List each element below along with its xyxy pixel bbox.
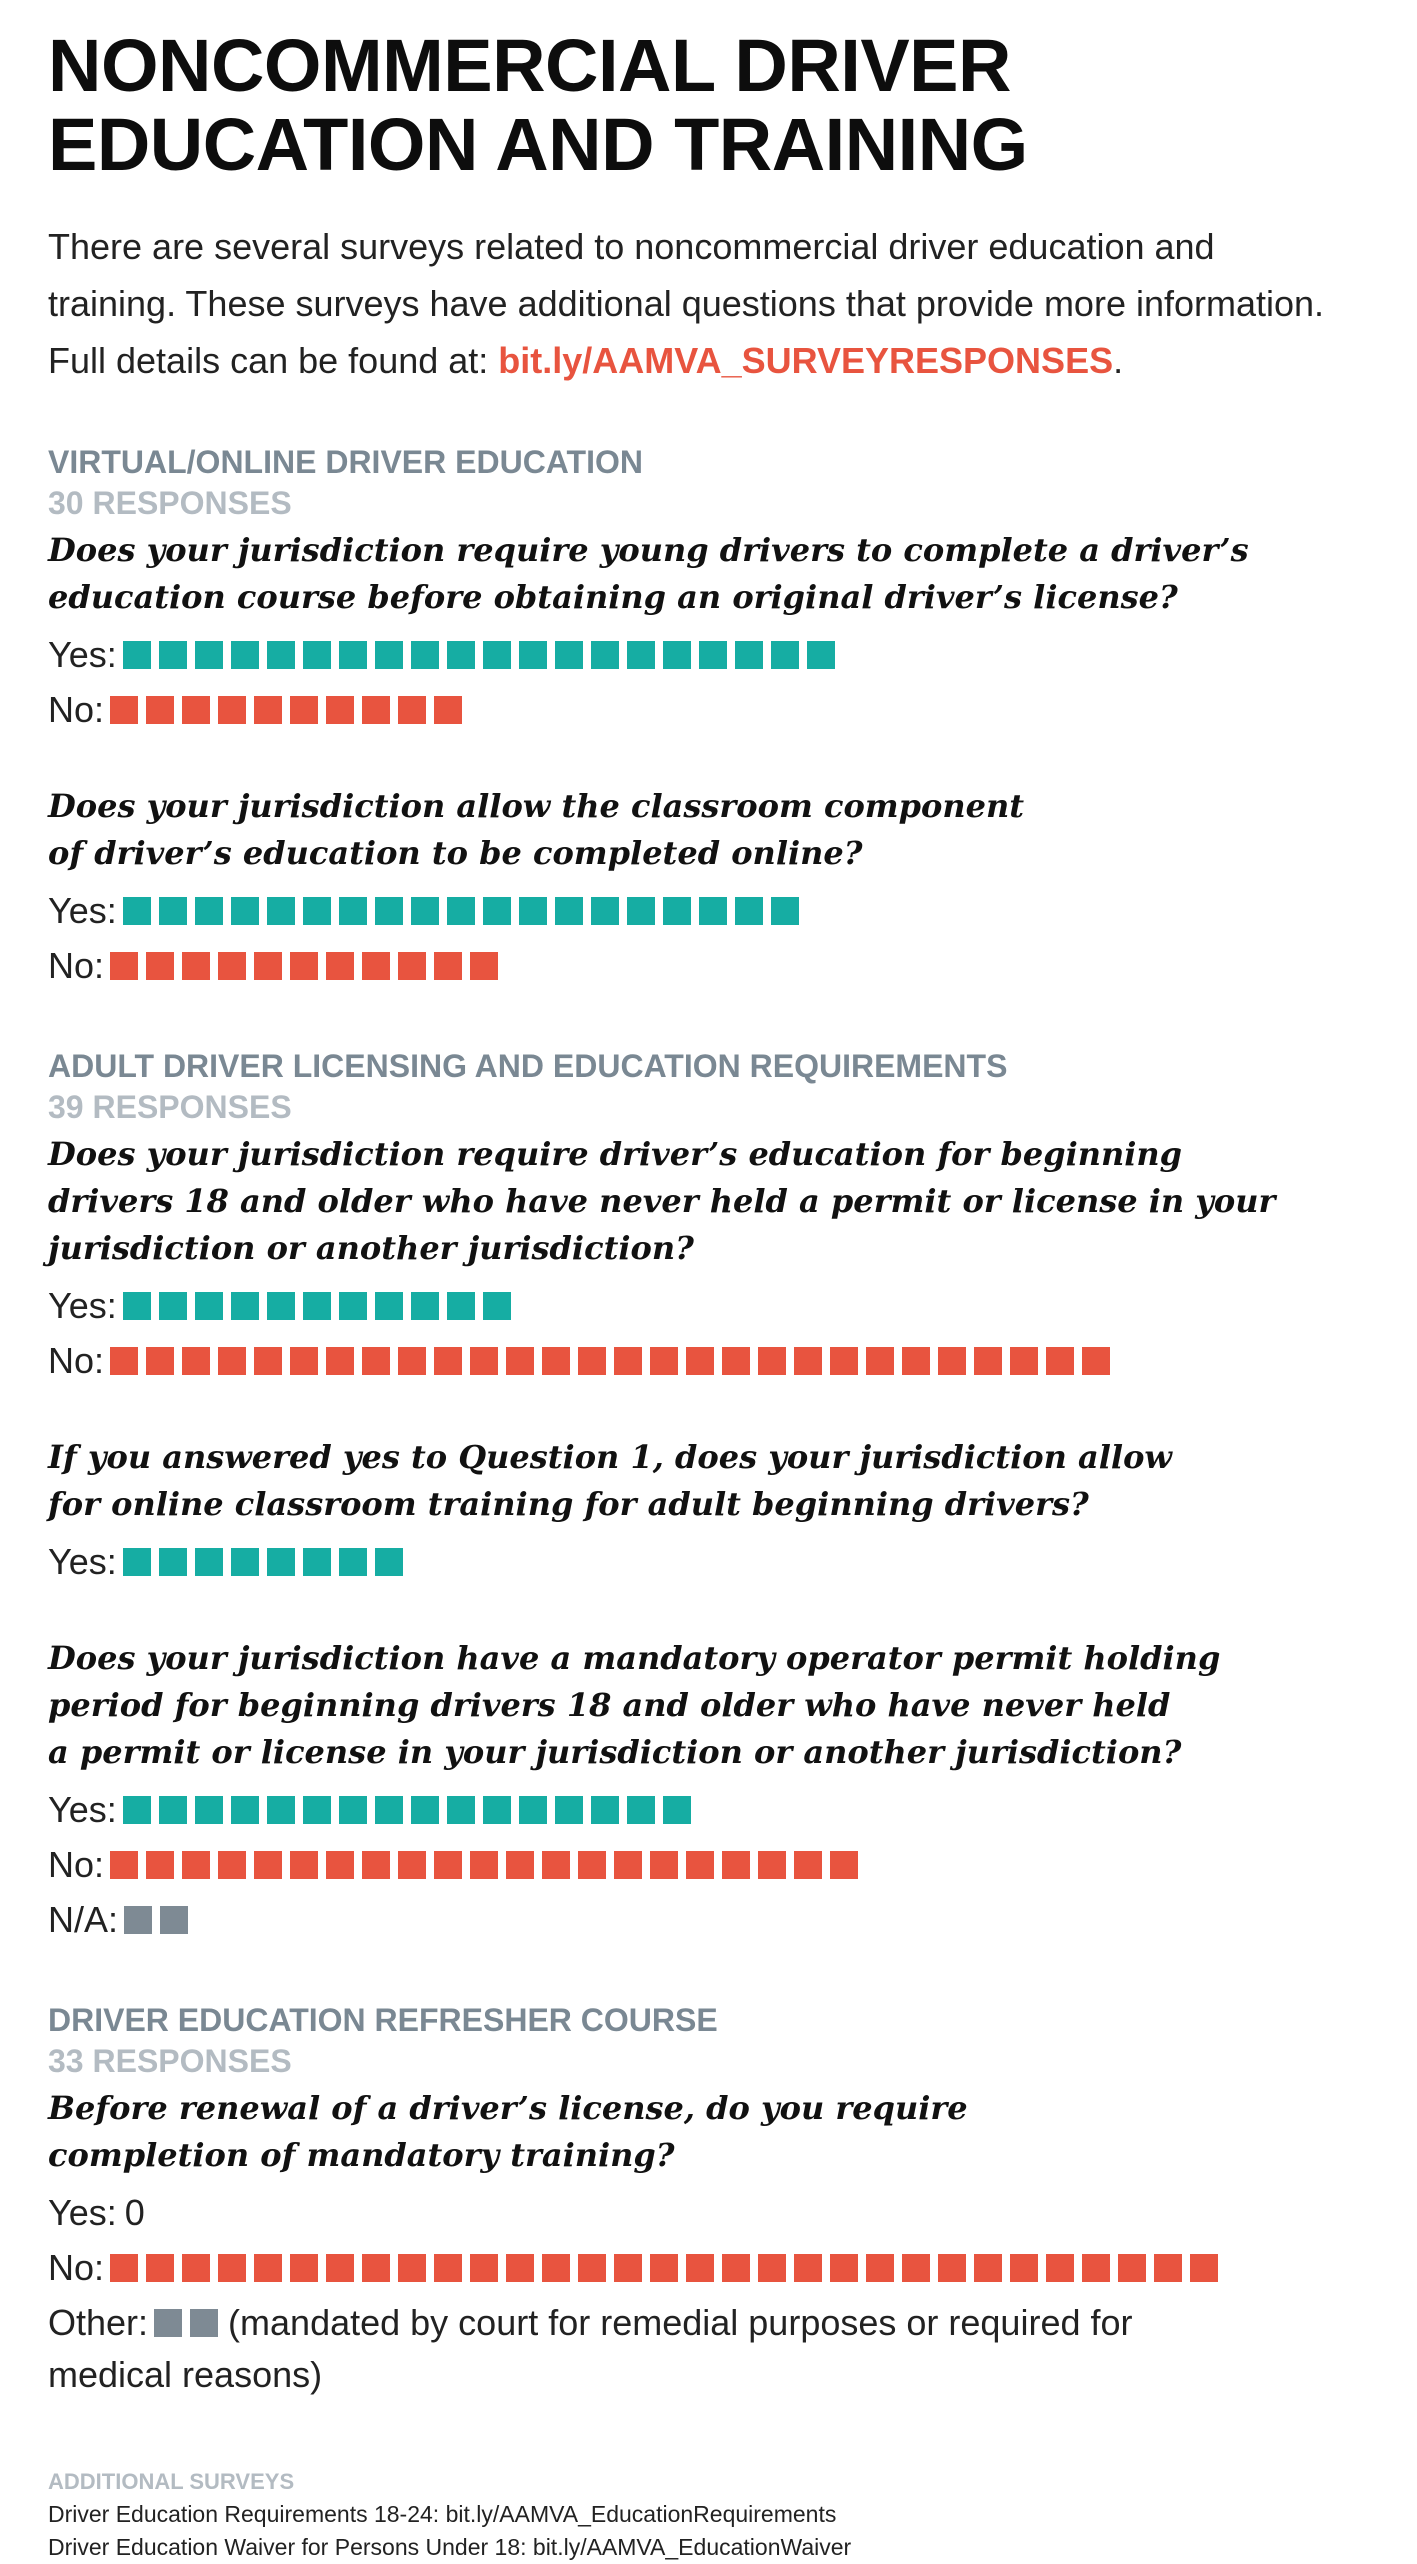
survey-section — [48, 1999, 1388, 2400]
response-square — [902, 2254, 930, 2282]
answer-square-bar — [110, 696, 462, 724]
response-square — [411, 1292, 439, 1320]
question-line: of driver’s education to be completed online? — [48, 834, 863, 872]
answer-note: (mandated by court for remedial purposes or required for — [228, 2301, 1133, 2343]
answer-label: No: — [48, 688, 105, 730]
intro-line-1: There are several surveys related to noncommercial driver education and — [48, 226, 1215, 267]
response-square — [542, 1851, 570, 1879]
response-square — [362, 952, 390, 980]
answer-label: Yes: — [48, 633, 117, 675]
survey-responses-link[interactable]: bit.ly/AAMVA_SURVEYRESPONSES — [498, 340, 1114, 381]
response-square — [303, 641, 331, 669]
response-square — [699, 897, 727, 925]
response-square — [830, 1851, 858, 1879]
additional-survey-line-1[interactable]: Driver Education Requirements 18-24: bit.ly/AAMVA_EducationRequirements — [48, 2501, 837, 2527]
response-square — [758, 2254, 786, 2282]
response-square — [447, 1292, 475, 1320]
response-square — [159, 1548, 187, 1576]
response-square — [160, 1906, 188, 1934]
response-square — [771, 641, 799, 669]
answer-row — [48, 1333, 1388, 1388]
response-square — [195, 1292, 223, 1320]
answer-square-bar — [123, 897, 799, 925]
response-square — [483, 897, 511, 925]
response-square — [938, 1347, 966, 1375]
section-heading: ADULT DRIVER LICENSING AND EDUCATION REQUIREMENTS — [48, 1048, 1008, 1084]
response-square — [627, 897, 655, 925]
response-square — [218, 952, 246, 980]
answer-label: N/A: — [48, 1898, 119, 1940]
answer-square-bar — [110, 952, 498, 980]
response-square — [519, 1796, 547, 1824]
answer-square-bar — [110, 2254, 1218, 2282]
response-square — [470, 2254, 498, 2282]
response-square — [830, 2254, 858, 2282]
response-square — [555, 641, 583, 669]
question-line: Does your jurisdiction require young drivers to complete a driver’s — [48, 531, 1249, 569]
response-square — [146, 2254, 174, 2282]
response-square — [447, 641, 475, 669]
question-line: for online classroom training for adult beginning drivers? — [48, 1485, 1089, 1523]
response-square — [231, 1292, 259, 1320]
response-square — [591, 1796, 619, 1824]
response-square — [123, 1796, 151, 1824]
section-heading: VIRTUAL/ONLINE DRIVER EDUCATION — [48, 444, 643, 480]
answer-row — [48, 883, 1388, 938]
response-square — [866, 1347, 894, 1375]
response-square — [614, 1347, 642, 1375]
question-line: If you answered yes to Question 1, does your jurisdiction allow — [48, 1438, 1172, 1476]
response-square — [123, 1548, 151, 1576]
answer-label: Other: — [48, 2301, 149, 2343]
response-square — [483, 641, 511, 669]
response-square — [362, 2254, 390, 2282]
response-square — [267, 641, 295, 669]
response-square — [483, 1292, 511, 1320]
response-square — [159, 897, 187, 925]
question-text — [48, 1131, 1388, 1272]
question-text — [48, 1434, 1388, 1528]
response-square — [254, 1347, 282, 1375]
response-square — [506, 1851, 534, 1879]
response-square — [110, 2254, 138, 2282]
response-square — [182, 696, 210, 724]
response-square — [735, 641, 763, 669]
question-line: Before renewal of a driver’s license, do you require — [48, 2089, 968, 2127]
answer-square-bar — [123, 1292, 511, 1320]
response-square — [303, 1548, 331, 1576]
question-line: Does your jurisdiction allow the classroom component — [48, 787, 1025, 825]
response-square — [398, 1347, 426, 1375]
additional-surveys — [48, 2466, 1388, 2564]
response-square — [974, 2254, 1002, 2282]
response-square — [218, 1851, 246, 1879]
response-square — [290, 696, 318, 724]
response-square — [398, 1851, 426, 1879]
answer-row — [48, 1278, 1388, 1333]
response-square — [195, 897, 223, 925]
response-square — [110, 1347, 138, 1375]
response-square — [195, 641, 223, 669]
response-square — [663, 641, 691, 669]
response-square — [686, 1851, 714, 1879]
intro-line-2: training. These surveys have additional questions that provide more information. — [48, 283, 1325, 324]
response-square — [722, 1851, 750, 1879]
response-square — [434, 696, 462, 724]
intro-paragraph — [48, 218, 1388, 389]
response-square — [1118, 2254, 1146, 2282]
question-line: drivers 18 and older who have never held a permit or license in your — [48, 1182, 1276, 1220]
response-square — [650, 1851, 678, 1879]
question-text — [48, 2085, 1388, 2179]
response-square — [375, 1548, 403, 1576]
response-square — [506, 2254, 534, 2282]
response-square — [398, 2254, 426, 2282]
response-square — [290, 1851, 318, 1879]
response-square — [411, 897, 439, 925]
response-square — [159, 1796, 187, 1824]
answer-label: Yes: — [48, 2191, 117, 2233]
response-square — [1154, 2254, 1182, 2282]
question-text — [48, 527, 1388, 621]
response-square — [1082, 2254, 1110, 2282]
survey-section — [48, 1045, 1388, 1947]
response-square — [470, 1851, 498, 1879]
response-square — [614, 2254, 642, 2282]
response-square — [326, 952, 354, 980]
answer-row — [48, 1892, 1388, 1947]
response-square — [159, 1292, 187, 1320]
response-square — [339, 1292, 367, 1320]
response-square — [555, 897, 583, 925]
response-square — [663, 1796, 691, 1824]
survey-question — [48, 1131, 1388, 1388]
response-square — [938, 2254, 966, 2282]
response-square — [578, 1851, 606, 1879]
response-square — [722, 2254, 750, 2282]
answer-row — [48, 627, 1388, 682]
response-square — [146, 1851, 174, 1879]
response-square — [699, 641, 727, 669]
response-square — [447, 1796, 475, 1824]
survey-question — [48, 527, 1388, 737]
page-title — [48, 26, 1388, 184]
response-square — [123, 1292, 151, 1320]
answer-label: No: — [48, 944, 105, 986]
response-square — [447, 897, 475, 925]
response-square — [195, 1548, 223, 1576]
answer-row — [48, 682, 1388, 737]
response-square — [146, 1347, 174, 1375]
answer-row — [48, 1534, 1388, 1589]
response-square — [1190, 2254, 1218, 2282]
response-square — [974, 1347, 1002, 1375]
response-square — [339, 1796, 367, 1824]
answer-label: No: — [48, 1339, 105, 1381]
response-square — [110, 696, 138, 724]
response-square — [519, 641, 547, 669]
additional-survey-line-2[interactable]: Driver Education Waiver for Persons Under 18: bit.ly/AAMVA_EducationWaiver — [48, 2534, 852, 2560]
response-square — [154, 2309, 182, 2337]
response-square — [398, 952, 426, 980]
question-line: completion of mandatory training? — [48, 2136, 675, 2174]
answer-label: Yes: — [48, 1284, 117, 1326]
response-square — [254, 696, 282, 724]
question-text — [48, 783, 1388, 877]
response-square — [110, 1851, 138, 1879]
response-square — [362, 1851, 390, 1879]
response-square — [758, 1347, 786, 1375]
response-square — [794, 1851, 822, 1879]
response-square — [686, 2254, 714, 2282]
answer-row — [48, 2240, 1388, 2295]
response-square — [231, 1548, 259, 1576]
response-square — [290, 952, 318, 980]
response-square — [182, 1851, 210, 1879]
question-line: Does your jurisdiction require driver’s education for beginning — [48, 1135, 1183, 1173]
response-square — [578, 2254, 606, 2282]
response-square — [326, 696, 354, 724]
survey-section — [48, 441, 1388, 993]
response-square — [506, 1347, 534, 1375]
section-response-count: 30 RESPONSES — [48, 485, 292, 521]
response-square — [339, 1548, 367, 1576]
response-square — [663, 897, 691, 925]
answer-label: No: — [48, 1843, 105, 1885]
response-square — [771, 897, 799, 925]
title-line-2: EDUCATION AND TRAINING — [48, 103, 1028, 186]
response-square — [591, 897, 619, 925]
question-line: jurisdiction or another jurisdiction? — [48, 1229, 694, 1267]
response-square — [650, 1347, 678, 1375]
response-square — [627, 641, 655, 669]
response-square — [1010, 1347, 1038, 1375]
response-square — [375, 1292, 403, 1320]
answer-square-bar — [110, 1851, 858, 1879]
response-square — [254, 2254, 282, 2282]
response-square — [267, 1796, 295, 1824]
response-square — [1010, 2254, 1038, 2282]
answer-label: Yes: — [48, 1540, 117, 1582]
section-heading: DRIVER EDUCATION REFRESHER COURSE — [48, 2002, 718, 2038]
response-square — [231, 641, 259, 669]
response-square — [182, 2254, 210, 2282]
response-square — [555, 1796, 583, 1824]
response-square — [218, 1347, 246, 1375]
response-square — [267, 1548, 295, 1576]
response-square — [578, 1347, 606, 1375]
response-square — [339, 641, 367, 669]
response-square — [254, 1851, 282, 1879]
response-square — [267, 897, 295, 925]
response-square — [146, 952, 174, 980]
response-square — [195, 1796, 223, 1824]
survey-question — [48, 1635, 1388, 1947]
response-square — [650, 2254, 678, 2282]
response-square — [758, 1851, 786, 1879]
response-square — [411, 1796, 439, 1824]
response-square — [159, 641, 187, 669]
response-square — [254, 952, 282, 980]
response-square — [267, 1292, 295, 1320]
answer-square-bar — [124, 1906, 188, 1934]
answer-row — [48, 2185, 1388, 2240]
survey-question — [48, 783, 1388, 993]
response-square — [375, 641, 403, 669]
question-line: a permit or license in your jurisdiction or another jurisdiction? — [48, 1733, 1182, 1771]
response-square — [326, 1347, 354, 1375]
response-square — [591, 641, 619, 669]
answer-row — [48, 2295, 1388, 2350]
response-square — [614, 1851, 642, 1879]
question-text — [48, 1635, 1388, 1776]
response-square — [375, 1796, 403, 1824]
answer-square-bar — [123, 1796, 691, 1824]
response-square — [182, 952, 210, 980]
title-line-1: NONCOMMERCIAL DRIVER — [48, 24, 1011, 107]
response-square — [303, 1796, 331, 1824]
response-square — [866, 2254, 894, 2282]
answer-label: Yes: — [48, 1788, 117, 1830]
response-square — [290, 1347, 318, 1375]
intro-suffix: . — [1113, 340, 1124, 381]
answer-row — [48, 1782, 1388, 1837]
response-square — [542, 2254, 570, 2282]
answer-label: No: — [48, 2246, 105, 2288]
response-square — [218, 696, 246, 724]
response-square — [902, 1347, 930, 1375]
intro-line-3 — [48, 332, 1388, 389]
response-square — [722, 1347, 750, 1375]
intro-prefix: Full details can be found at: — [48, 340, 499, 381]
question-line: education course before obtaining an original driver’s license? — [48, 578, 1178, 616]
content — [48, 26, 1388, 2564]
additional-surveys-heading: ADDITIONAL SURVEYS — [48, 2469, 295, 2494]
response-square — [110, 952, 138, 980]
response-square — [411, 641, 439, 669]
response-square — [807, 641, 835, 669]
response-square — [303, 1292, 331, 1320]
response-square — [339, 897, 367, 925]
section-response-count: 39 RESPONSES — [48, 1089, 292, 1125]
survey-question — [48, 1434, 1388, 1589]
response-square — [1046, 2254, 1074, 2282]
answer-row — [48, 938, 1388, 993]
response-square — [326, 2254, 354, 2282]
response-square — [123, 641, 151, 669]
response-square — [362, 696, 390, 724]
answer-row — [48, 1837, 1388, 1892]
response-square — [190, 2309, 218, 2337]
answer-count: 0 — [124, 2191, 145, 2233]
response-square — [218, 2254, 246, 2282]
response-square — [182, 1347, 210, 1375]
response-square — [231, 897, 259, 925]
response-square — [375, 897, 403, 925]
response-square — [398, 696, 426, 724]
response-square — [830, 1347, 858, 1375]
response-square — [290, 2254, 318, 2282]
response-square — [434, 1347, 462, 1375]
survey-question — [48, 2085, 1388, 2400]
answer-label: Yes: — [48, 889, 117, 931]
response-square — [362, 1347, 390, 1375]
question-line: period for beginning drivers 18 and older who have never held — [48, 1686, 1171, 1724]
answer-square-bar — [154, 2309, 218, 2337]
response-square — [434, 2254, 462, 2282]
response-square — [1082, 1347, 1110, 1375]
survey-sections — [48, 441, 1388, 2400]
response-square — [231, 1796, 259, 1824]
response-square — [326, 1851, 354, 1879]
response-square — [735, 897, 763, 925]
response-square — [434, 952, 462, 980]
response-square — [470, 952, 498, 980]
response-square — [794, 1347, 822, 1375]
response-square — [794, 2254, 822, 2282]
section-response-count: 33 RESPONSES — [48, 2043, 292, 2079]
answer-note-continued: medical reasons) — [48, 2354, 323, 2395]
response-square — [146, 696, 174, 724]
answer-square-bar — [123, 1548, 403, 1576]
response-square — [470, 1347, 498, 1375]
response-square — [303, 897, 331, 925]
response-square — [434, 1851, 462, 1879]
response-square — [124, 1906, 152, 1934]
response-square — [1046, 1347, 1074, 1375]
response-square — [542, 1347, 570, 1375]
question-line: Does your jurisdiction have a mandatory operator permit holding — [48, 1639, 1221, 1677]
response-square — [686, 1347, 714, 1375]
response-square — [123, 897, 151, 925]
response-square — [483, 1796, 511, 1824]
response-square — [519, 897, 547, 925]
answer-square-bar — [110, 1347, 1110, 1375]
response-square — [627, 1796, 655, 1824]
answer-square-bar — [123, 641, 835, 669]
